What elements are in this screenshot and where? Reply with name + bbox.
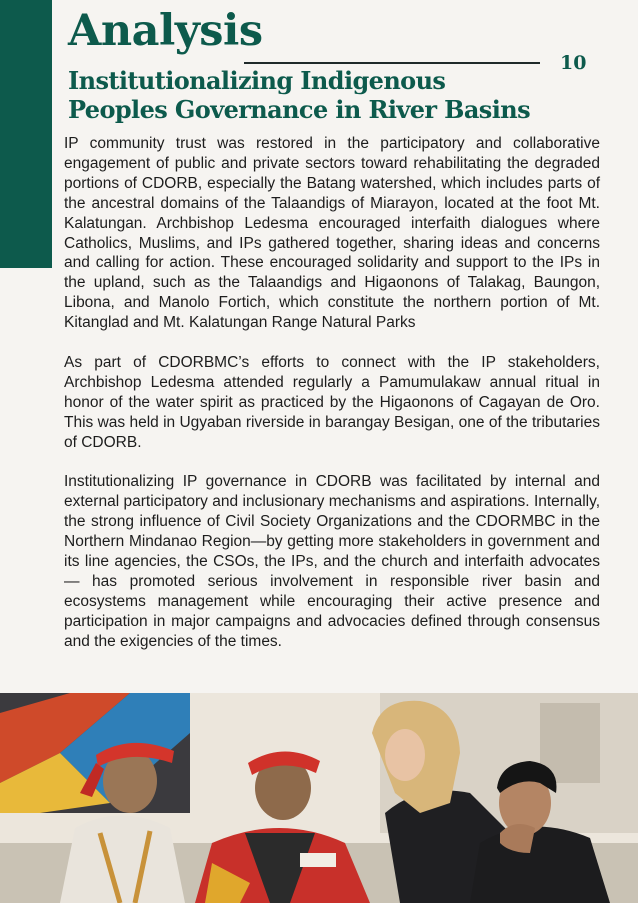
side-accent-bar — [0, 0, 52, 268]
page-subtitle: Institutionalizing Indigenous Peoples Governance in River Basins — [68, 66, 530, 124]
meeting-photo-illustration — [0, 693, 638, 903]
paragraph-2: As part of CDORBMC’s efforts to connect with the IP stakeholders, Archbishop Ledesma attended regularly a Pamumulakaw annual ritual in honor of the water spirit as practiced by the Higaonons of Cagayan de Oro. This was held in Ugyaban riverside in barangay Besigan, one of the tributaries of CDORB. — [64, 353, 600, 451]
meeting-photo — [0, 693, 638, 903]
page-number: 10 — [560, 52, 587, 74]
page-title: Analysis — [68, 6, 263, 56]
paragraph-3: Institutionalizing IP governance in CDORB was facilitated by internal and external participatory and inclusionary mechanisms and aspirations. Internally, the strong influence of Civil Society Organizations and the CDORMBC in the Northern Mindanao Region—by getting more stakeholders in government and its line agencies, the CSOs, the IPs, and the church and interfaith advocates— has promoted serious involvement in responsible river basin and ecosystems management while encouraging their active presence and participation in major campaigns and advocacies defined through consensus and the exigencies of the times. — [64, 473, 600, 650]
paragraph-1: IP community trust was restored in the participatory and collaborative engagement of public and private sectors toward rehabilitating the degraded portions of CDORB, especially the Batang watershed, which includes parts of the ancestral domains of the Talaandigs of Miarayon, located at the foot Mt. Kalatungan. Archbishop Ledesma encouraged interfaith dialogues where Catholics, Muslims, and IPs gathered together, sharing ideas and concerns and calling for action. These encouraged solidarity and support to the IPs in the upland, such as the Talaandigs and Higaonons of Talakag, Baungon, Libona, and Manolo Fortich, which constitute the northern portion of Mt. Kitanglad and Mt. Kalatungan Range Natural Parks — [64, 135, 600, 332]
title-rule — [244, 62, 540, 64]
article-body — [64, 134, 600, 671]
